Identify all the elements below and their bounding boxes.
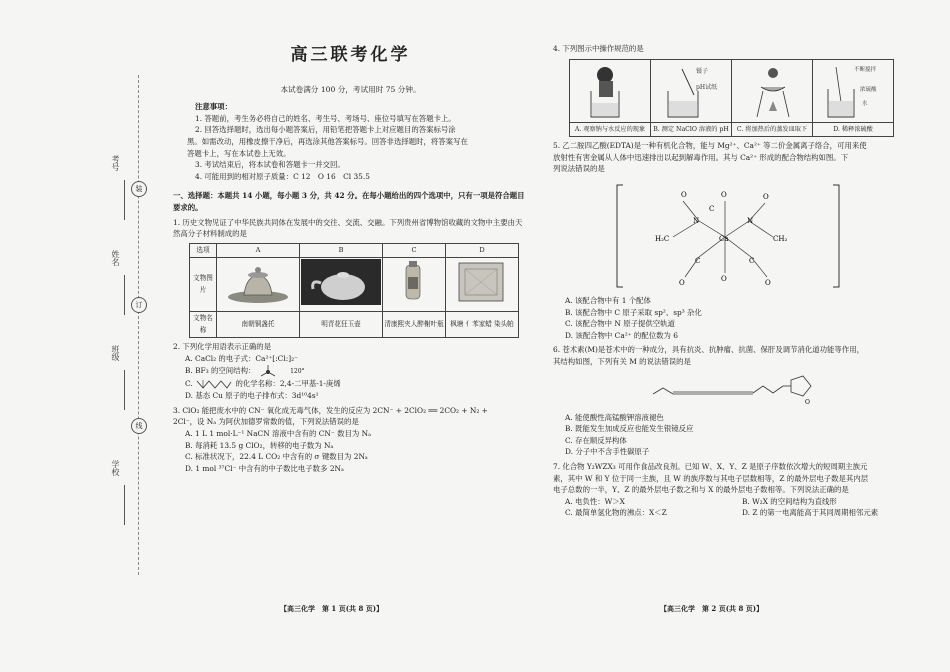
atom-label: O	[805, 398, 810, 406]
note-item: 4. 可能用到的相对原子质量：C 12 O 16 Cl 35.5	[195, 171, 370, 181]
artifact-name: 枫塘 亻苯家蜡 染头帕	[446, 311, 519, 337]
question-7	[553, 461, 898, 519]
sodium-water-experiment-image	[571, 61, 649, 121]
atom-label: N	[693, 216, 700, 225]
atom-label: O	[765, 278, 771, 287]
lab-option-d: D. 稀释浓硫酸	[813, 122, 894, 137]
label-name: 姓名	[111, 250, 120, 266]
q6-option-b: B. 既能发生加成反应也能发生银镜反应	[565, 424, 694, 434]
q7-option-c: C. 最简单氢化物的沸点：X＜Z	[565, 508, 667, 518]
question-1	[173, 217, 528, 339]
table-header: D	[446, 243, 519, 258]
bronze-cup-image	[218, 259, 298, 305]
atom-label: O	[679, 278, 685, 287]
q7-stem-line3: 电子总数的一半，Y、Z 的最外层电子数之和与 X 的最外层电子数相等。下列说法正确的是	[553, 485, 849, 495]
right-column	[553, 40, 898, 519]
q4-table	[569, 59, 894, 138]
binding-dashed-line	[138, 75, 139, 575]
atom-label: O	[721, 274, 727, 283]
artifact-image	[383, 258, 446, 312]
bf3-structure-icon	[258, 364, 288, 378]
q7-stem-line2: 素，其中 W 和 Y 位于同一主族，且 W 的族序数与其电子层数相等，Z 的最外层电子数是其内层	[553, 473, 869, 483]
table-header: B	[300, 243, 383, 258]
lab-option-a: A. 观察钠与水反应的现象	[570, 122, 651, 137]
atom-label: O	[721, 190, 727, 199]
ph-test-image	[652, 61, 730, 121]
blank-line	[124, 275, 125, 315]
table-header: 选项	[190, 243, 217, 258]
question-3	[173, 405, 528, 475]
bond-angle-label: 120°	[290, 368, 305, 376]
lab-figure-b	[651, 59, 732, 122]
blank-line	[124, 370, 125, 410]
artifact-name: 清康熙夹人醉榭叶瓶	[383, 311, 446, 337]
binding-strip	[108, 75, 156, 575]
edta-ca-complex-structure	[613, 181, 853, 291]
q2-option-c	[173, 378, 528, 390]
label-class: 班级	[111, 345, 120, 361]
q6-stem-line1: 6. 苍术素(M)是苍术中的一种成分，具有抗炎、抗肿瘤、抗菌、保肝及调节消化道功能等作用，	[553, 345, 864, 355]
atom-label: O	[681, 190, 687, 199]
table-header: C	[383, 243, 446, 258]
exam-meta: 本试卷满分 100 分，考试用时 75 分钟。	[280, 84, 421, 94]
atom-label: O	[763, 192, 769, 201]
edta-structure-diagram	[613, 181, 853, 291]
q6-stem-line2: 其结构如图，下列有关 M 的说法错误的是	[553, 356, 691, 366]
question-5	[553, 140, 898, 341]
evaporating-dish-image	[733, 61, 811, 121]
blank-line	[124, 180, 125, 220]
q6-option-d: D. 分子中不含手性碳原子	[565, 447, 650, 457]
q3-option-b: B. 每消耗 13.5 g ClO₂，转移的电子数为 Nₐ	[185, 440, 334, 450]
q2-stem: 2. 下列化学用语表示正确的是	[173, 342, 272, 352]
question-2	[173, 341, 528, 402]
skeletal-formula-icon	[195, 378, 233, 390]
label-school: 学校	[111, 460, 120, 476]
q5-option-d: D. 该配合物中 Ca²⁺ 的配位数为 6	[565, 330, 678, 340]
section-heading: 一、选择题：本题共 14 小题，每小题 3 分，共 42 分。在每小题给出的四个选项中，只有一项是符合题目要求的。	[173, 191, 525, 212]
note-item: 3. 考试结束后，将本试卷和答题卡一并交回。	[195, 160, 345, 170]
q1-stem: 1. 历史文物见证了中华民族共同体在发展中的交往、交流、交融。下列贵州省博物馆收藏的文物中主要由天然高分子材料制成的是	[173, 217, 523, 239]
pic-label-ph-paper: pH试纸	[696, 83, 718, 91]
pic-label-stir: 不断搅拌	[854, 66, 877, 73]
q3-option-a: A. 1 L 1 mol·L⁻¹ NaCN 溶液中含有的 CN⁻ 数目为 Nₐ	[185, 429, 371, 439]
q7-options-row1	[553, 496, 898, 508]
jade-pot-image	[301, 259, 381, 305]
row-label: 文物名称	[190, 311, 217, 337]
question-4	[553, 43, 898, 137]
binding-mark: 订	[131, 297, 147, 313]
q3-option-d: D. 1 mol ³⁷Cl⁻ 中含有的中子数比电子数多 2Nₐ	[185, 463, 344, 473]
q5-option-a: A. 该配合物中有 1 个配体	[565, 295, 651, 305]
note-item: 答题卡上，写在本试卷上无效。	[187, 148, 291, 158]
lab-figure-c	[732, 59, 813, 122]
q7-stem-line1: 7. 化合物 Y₂WZX₃ 可用作食品改良剂。已知 W、X、Y、Z 是原子序数依次增大的短周期主族元	[553, 461, 868, 471]
lab-figure-a	[570, 59, 651, 122]
lab-option-b: B. 测定 NaClO 溶液的 pH	[651, 122, 732, 137]
atom-label: C	[709, 204, 715, 213]
q3-option-c: C. 标准状况下，22.4 L CO₂ 中含有的 σ 键数目为 2Nₐ	[185, 452, 368, 462]
q3-stem-line2: 2Cl⁻，设 Nₐ 为阿伏加德罗常数的值，下列说法错误的是	[173, 417, 359, 427]
pic-label-tweezers: 镊子	[696, 67, 709, 75]
q6-option-c: C. 存在顺反异构体	[565, 435, 627, 445]
lab-figure-d	[813, 59, 894, 122]
artifact-image	[300, 258, 383, 312]
footer-page-2: 【高三化学 第 2 页(共 8 页)】	[660, 604, 764, 613]
q6-option-a: A. 能使酸性高锰酸钾溶液褪色	[565, 412, 664, 422]
q2-option-a: A. CaCl₂ 的电子式：Ca²⁺[:Cl:]₂⁻	[185, 353, 298, 363]
atom-label: CH₂	[773, 234, 788, 243]
q7-option-b: B. W₂X 的空间结构为直线形	[742, 496, 837, 506]
q2-option-b	[173, 364, 528, 378]
left-column	[173, 40, 528, 474]
q2-option-b-text: B. BF₃ 的空间结构：	[185, 366, 256, 376]
note-item: 2. 回答选择题时，选出每小题答案后，用铅笔把答题卡上对应题目的答案标号涂	[195, 125, 456, 135]
note-item: 黑。如需改动，用橡皮擦干净后，再选涂其他答案标号。回答非选择题时，将答案写在	[187, 136, 468, 146]
q7-option-a: A. 电负性：W＞X	[565, 496, 625, 506]
artifact-name: 南朝铜盏托	[217, 311, 300, 337]
q5-stem-line3: 列说法错误的是	[553, 164, 605, 174]
q2-option-c-text: 的化学名称：2,4-二甲基-1-庚烯	[235, 379, 341, 389]
q7-option-d: D. Z 的第一电离能高于其同周期相邻元素	[742, 508, 879, 518]
footer-page-1: 【高三化学 第 1 页(共 8 页)】	[280, 604, 384, 613]
table-header: A	[217, 243, 300, 258]
q5-stem-line2: 放射性有害金属从人体中迅速排出以起到解毒作用。其与 Ca²⁺ 形成的配合物结构如图。下	[553, 152, 849, 162]
atom-label: C	[749, 256, 755, 265]
atom-label: N	[747, 216, 754, 225]
blank-line	[124, 485, 125, 525]
artifact-name: 明青花狂玉壶	[300, 311, 383, 337]
row-label: 文物图片	[190, 258, 217, 312]
q2-option-c-letter: C.	[185, 379, 193, 389]
atractylodin-structure	[553, 370, 898, 410]
q5-option-c: C. 该配合物中 N 原子提供空轨道	[565, 319, 675, 329]
note-item: 1. 答题前，考生务必将自己的姓名、考生号、考场号、座位号填写在答题卡上。	[195, 113, 456, 123]
q5-stem-line1: 5. 乙二胺四乙酸(EDTA)是一种有机化合物，能与 Mg²⁺、Ca²⁺ 等二价金属离子络合，可用来使	[553, 141, 867, 151]
q5-option-b: B. 该配合物中 C 原子采取 sp²、sp³ 杂化	[565, 307, 702, 317]
q1-table	[189, 243, 519, 338]
q2-option-d: D. 基态 Cu 原子的电子排布式：3d¹⁰4s¹	[185, 391, 319, 401]
atom-label: C	[695, 256, 701, 265]
q7-options-row2	[553, 507, 898, 519]
notes-heading: 注意事项：	[195, 102, 232, 112]
pic-label-acid: 浓硫酸	[860, 86, 877, 93]
pic-label-water: 水	[862, 100, 868, 107]
q4-stem: 4. 下列图示中操作规范的是	[553, 44, 644, 53]
binding-mark: 线	[131, 418, 147, 434]
vase-image	[384, 259, 444, 305]
atractylodin-structure-diagram	[553, 370, 833, 410]
question-6	[553, 344, 898, 458]
artifact-image	[217, 258, 300, 312]
dilute-acid-image	[814, 61, 892, 121]
exam-title: 高三联考化学	[290, 45, 411, 65]
artifact-image	[446, 258, 519, 312]
atom-label: H₂C	[655, 234, 670, 243]
label-exam-number: 考号	[111, 155, 120, 171]
atom-label: Ca	[719, 234, 729, 243]
batik-cloth-image	[447, 259, 517, 305]
lab-option-c: C. 将加热后的蒸发皿取下	[732, 122, 813, 137]
binding-mark: 装	[131, 181, 147, 197]
q3-stem-line1: 3. ClO₂ 能把废水中的 CN⁻ 氧化成无毒气体，发生的反应为 2CN⁻ + 2ClO₂ ══ 2CO₂ + N₂ +	[173, 405, 488, 415]
